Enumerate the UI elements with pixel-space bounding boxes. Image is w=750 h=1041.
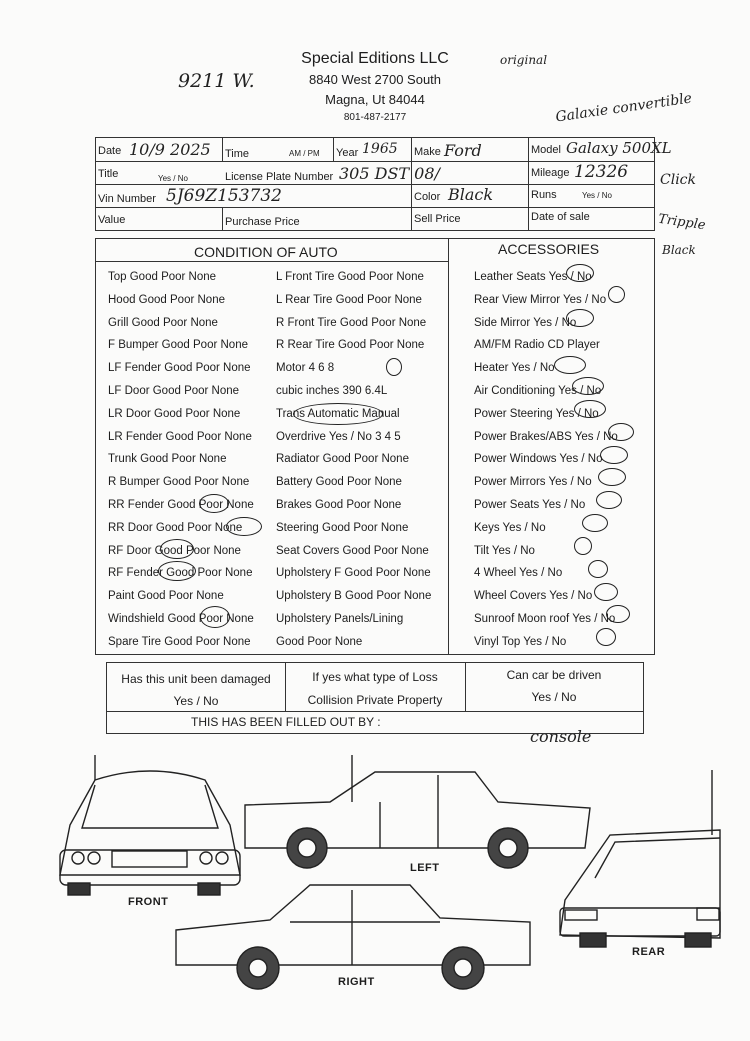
condition-item-left[interactable]: RF Fender Good Poor None bbox=[108, 567, 253, 580]
condition-item-left[interactable]: Spare Tire Good Poor None bbox=[108, 635, 251, 648]
year-value[interactable]: 1965 bbox=[362, 141, 398, 157]
date-of-sale-label: Date of sale bbox=[531, 211, 590, 223]
address-line-1: 8840 West 2700 South bbox=[308, 72, 442, 87]
color-value[interactable]: Black bbox=[448, 185, 494, 204]
address-line-2: Magna, Ut 84044 bbox=[325, 92, 425, 107]
time-label: Time bbox=[225, 148, 250, 160]
date-value[interactable]: 10/9 2025 bbox=[129, 140, 211, 159]
condition-item-left[interactable]: LR Door Good Poor None bbox=[108, 407, 241, 420]
circle-rr-door-none bbox=[226, 517, 262, 536]
condition-item-left[interactable]: Trunk Good Poor None bbox=[108, 453, 227, 466]
accessory-item[interactable]: Side Mirror Yes / No bbox=[474, 316, 577, 329]
condition-item-mid[interactable]: L Front Tire Good Poor None bbox=[276, 271, 424, 283]
accessory-item[interactable]: Power Seats Yes / No bbox=[474, 499, 586, 511]
condition-item-mid[interactable]: Good Poor None bbox=[276, 635, 363, 648]
condition-item-left[interactable]: LR Fender Good Poor None bbox=[108, 430, 252, 443]
right-car-diagram bbox=[176, 885, 530, 989]
car-diagrams bbox=[0, 750, 750, 1041]
date-label: Date bbox=[98, 145, 122, 157]
condition-item-mid[interactable]: Brakes Good Poor None bbox=[276, 499, 402, 511]
condition-item-left[interactable]: Windshield Good Poor None bbox=[108, 613, 254, 625]
color-label: Color bbox=[414, 191, 441, 203]
handwritten-address-note: 9211 W. bbox=[178, 70, 255, 92]
condition-item-mid[interactable]: Upholstery Panels/Lining bbox=[276, 613, 404, 625]
title-label: Title bbox=[98, 168, 119, 180]
accessory-item[interactable]: 4 Wheel Yes / No bbox=[474, 567, 563, 580]
handwritten-model-note: Galaxie convertible bbox=[554, 90, 693, 126]
condition-item-left[interactable]: RR Door Good Poor None bbox=[108, 521, 243, 534]
accessory-item[interactable]: AM/FM Radio CD Player bbox=[474, 339, 600, 352]
rear-car-diagram bbox=[560, 770, 720, 947]
condition-item-left[interactable]: F Bumper Good Poor None bbox=[108, 339, 248, 352]
circle-4wheel-no bbox=[588, 560, 608, 578]
circle-windshield-poor bbox=[200, 606, 230, 628]
phone-number: 801-487-2177 bbox=[343, 112, 407, 123]
accessory-item[interactable]: Rear View Mirror Yes / No bbox=[474, 293, 607, 306]
condition-item-mid[interactable]: L Rear Tire Good Poor None bbox=[276, 293, 422, 306]
circle-steering-yes bbox=[574, 400, 606, 418]
circle-seats-no bbox=[596, 491, 622, 509]
rear-label: REAR bbox=[632, 946, 666, 958]
runs-label: Runs bbox=[531, 189, 557, 201]
condition-item-left[interactable]: Paint Good Poor None bbox=[108, 590, 224, 603]
year-label: Year bbox=[336, 147, 359, 159]
condition-title: CONDITION OF AUTO bbox=[194, 244, 338, 260]
condition-item-mid[interactable]: Steering Good Poor None bbox=[276, 521, 409, 534]
circle-tilt-no bbox=[574, 537, 592, 555]
circle-ac-yes bbox=[572, 377, 604, 395]
model-value[interactable]: Galaxy 500XL bbox=[566, 139, 672, 157]
value-label: Value bbox=[98, 214, 126, 226]
damaged-question: Has this unit been damaged bbox=[121, 672, 271, 686]
mileage-label: Mileage bbox=[531, 167, 570, 179]
drivable-question: Can car be driven bbox=[506, 668, 602, 682]
right-label: RIGHT bbox=[338, 976, 375, 988]
left-car-diagram bbox=[245, 755, 590, 868]
accessories-title: ACCESSORIES bbox=[498, 241, 600, 257]
runs-yes-no[interactable]: Yes / No bbox=[582, 191, 612, 200]
condition-item-mid[interactable]: Trans Automatic Manual bbox=[276, 407, 400, 420]
damage-box bbox=[106, 662, 644, 734]
condition-item-mid[interactable]: Seat Covers Good Poor None bbox=[276, 544, 429, 557]
company-name: Special Editions LLC bbox=[301, 50, 449, 67]
condition-item-left[interactable]: Hood Good Poor None bbox=[108, 293, 225, 306]
circle-side-mirror-yes bbox=[566, 309, 594, 327]
circle-sunroof-no bbox=[606, 605, 630, 623]
accessory-item[interactable]: Tilt Yes / No bbox=[474, 544, 535, 557]
handwritten-console-note: console bbox=[530, 727, 592, 746]
accessory-item[interactable]: Power Brakes/ABS Yes / No bbox=[474, 430, 618, 443]
condition-item-left[interactable]: R Bumper Good Poor None bbox=[108, 476, 250, 489]
circle-brakes-no bbox=[608, 423, 634, 441]
condition-item-mid[interactable]: Battery Good Poor None bbox=[276, 476, 402, 489]
ampm-options[interactable]: AM / PM bbox=[289, 149, 320, 158]
circle-windows-no bbox=[600, 446, 628, 464]
accessory-item[interactable]: Air Conditioning Yes / No bbox=[474, 385, 602, 397]
accessory-item[interactable]: Keys Yes / No bbox=[474, 521, 546, 534]
circle-heater-yes bbox=[554, 356, 586, 374]
vehicle-info-grid bbox=[95, 137, 672, 231]
accessory-item[interactable]: Heater Yes / No bbox=[474, 362, 555, 375]
circle-leather-yes bbox=[566, 264, 594, 282]
front-label: FRONT bbox=[128, 896, 169, 908]
plate-value[interactable]: 305 DST 08/ bbox=[339, 164, 440, 183]
condition-item-mid[interactable]: cubic inches 390 6.4L bbox=[276, 385, 388, 397]
circle-rf-fender-good bbox=[158, 561, 196, 581]
condition-item-mid[interactable]: Motor 4 6 8 bbox=[276, 362, 335, 375]
condition-item-left[interactable]: RR Fender Good Poor None bbox=[108, 499, 254, 511]
accessory-item[interactable]: Sunroof Moon roof Yes / No bbox=[474, 613, 616, 625]
damaged-options[interactable]: Yes / No bbox=[173, 694, 219, 708]
left-label: LEFT bbox=[410, 862, 440, 874]
condition-item-left[interactable]: Top Good Poor None bbox=[108, 271, 217, 283]
circle-keys-no bbox=[582, 514, 608, 532]
drivable-options[interactable]: Yes / No bbox=[531, 690, 577, 704]
front-car-diagram bbox=[60, 755, 240, 895]
circle-motor-8 bbox=[386, 358, 402, 376]
condition-item-left[interactable]: RF Door Good Poor None bbox=[108, 544, 241, 557]
vin-value[interactable]: 5J69Z153732 bbox=[166, 186, 282, 206]
mileage-value[interactable]: 12326 bbox=[574, 162, 629, 182]
make-value[interactable]: Ford bbox=[444, 141, 482, 160]
accessory-item[interactable]: Power Mirrors Yes / No bbox=[474, 476, 592, 489]
loss-type-question: If yes what type of Loss bbox=[312, 670, 438, 684]
accessory-item[interactable]: Power Steering Yes / No bbox=[474, 407, 599, 420]
condition-item-mid[interactable]: R Front Tire Good Poor None bbox=[276, 316, 427, 329]
circle-rr-fender-poor bbox=[199, 494, 229, 513]
handwritten-tripple-note: Tripple bbox=[657, 211, 707, 234]
model-label: Model bbox=[531, 144, 561, 156]
circle-mirror-no bbox=[608, 286, 625, 303]
condition-item-mid[interactable]: R Rear Tire Good Poor None bbox=[276, 339, 425, 352]
make-label: Make bbox=[414, 146, 441, 158]
condition-item-left[interactable]: Grill Good Poor None bbox=[108, 316, 218, 329]
accessory-item[interactable]: Power Windows Yes / No bbox=[474, 453, 603, 466]
circle-automatic bbox=[293, 403, 383, 425]
handwritten-original-note: original bbox=[500, 53, 548, 67]
circle-vinyl-no bbox=[596, 628, 616, 646]
filled-out-by-label: THIS HAS BEEN FILLED OUT BY : bbox=[191, 715, 381, 729]
handwritten-click-note: Click bbox=[660, 172, 696, 188]
handwritten-black-note: Black bbox=[662, 243, 696, 257]
vin-label: Vin Number bbox=[98, 193, 156, 205]
sell-price-label: Sell Price bbox=[414, 213, 461, 225]
purchase-price-label: Purchase Price bbox=[225, 216, 300, 228]
condition-item-left[interactable]: LF Fender Good Poor None bbox=[108, 362, 251, 375]
condition-item-mid[interactable]: Upholstery B Good Poor None bbox=[276, 590, 432, 603]
circle-mirrors-no bbox=[598, 468, 626, 486]
circle-rf-door-good bbox=[160, 539, 194, 559]
condition-item-mid[interactable]: Upholstery F Good Poor None bbox=[276, 567, 431, 580]
loss-type-options[interactable]: Collision Private Property bbox=[307, 693, 443, 707]
condition-item-left[interactable]: LF Door Good Poor None bbox=[108, 385, 240, 397]
accessory-item[interactable]: Leather Seats Yes / No bbox=[474, 271, 592, 283]
condition-table bbox=[95, 238, 655, 655]
condition-item-mid[interactable]: Overdrive Yes / No 3 4 5 bbox=[276, 430, 401, 443]
circle-wheel-covers-no bbox=[594, 583, 618, 601]
condition-item-mid[interactable]: Radiator Good Poor None bbox=[276, 453, 409, 466]
accessory-item[interactable]: Vinyl Top Yes / No bbox=[474, 635, 567, 648]
title-yes-no[interactable]: Yes / No bbox=[158, 174, 188, 183]
plate-label: License Plate Number bbox=[225, 171, 334, 183]
accessory-item[interactable]: Wheel Covers Yes / No bbox=[474, 590, 593, 603]
